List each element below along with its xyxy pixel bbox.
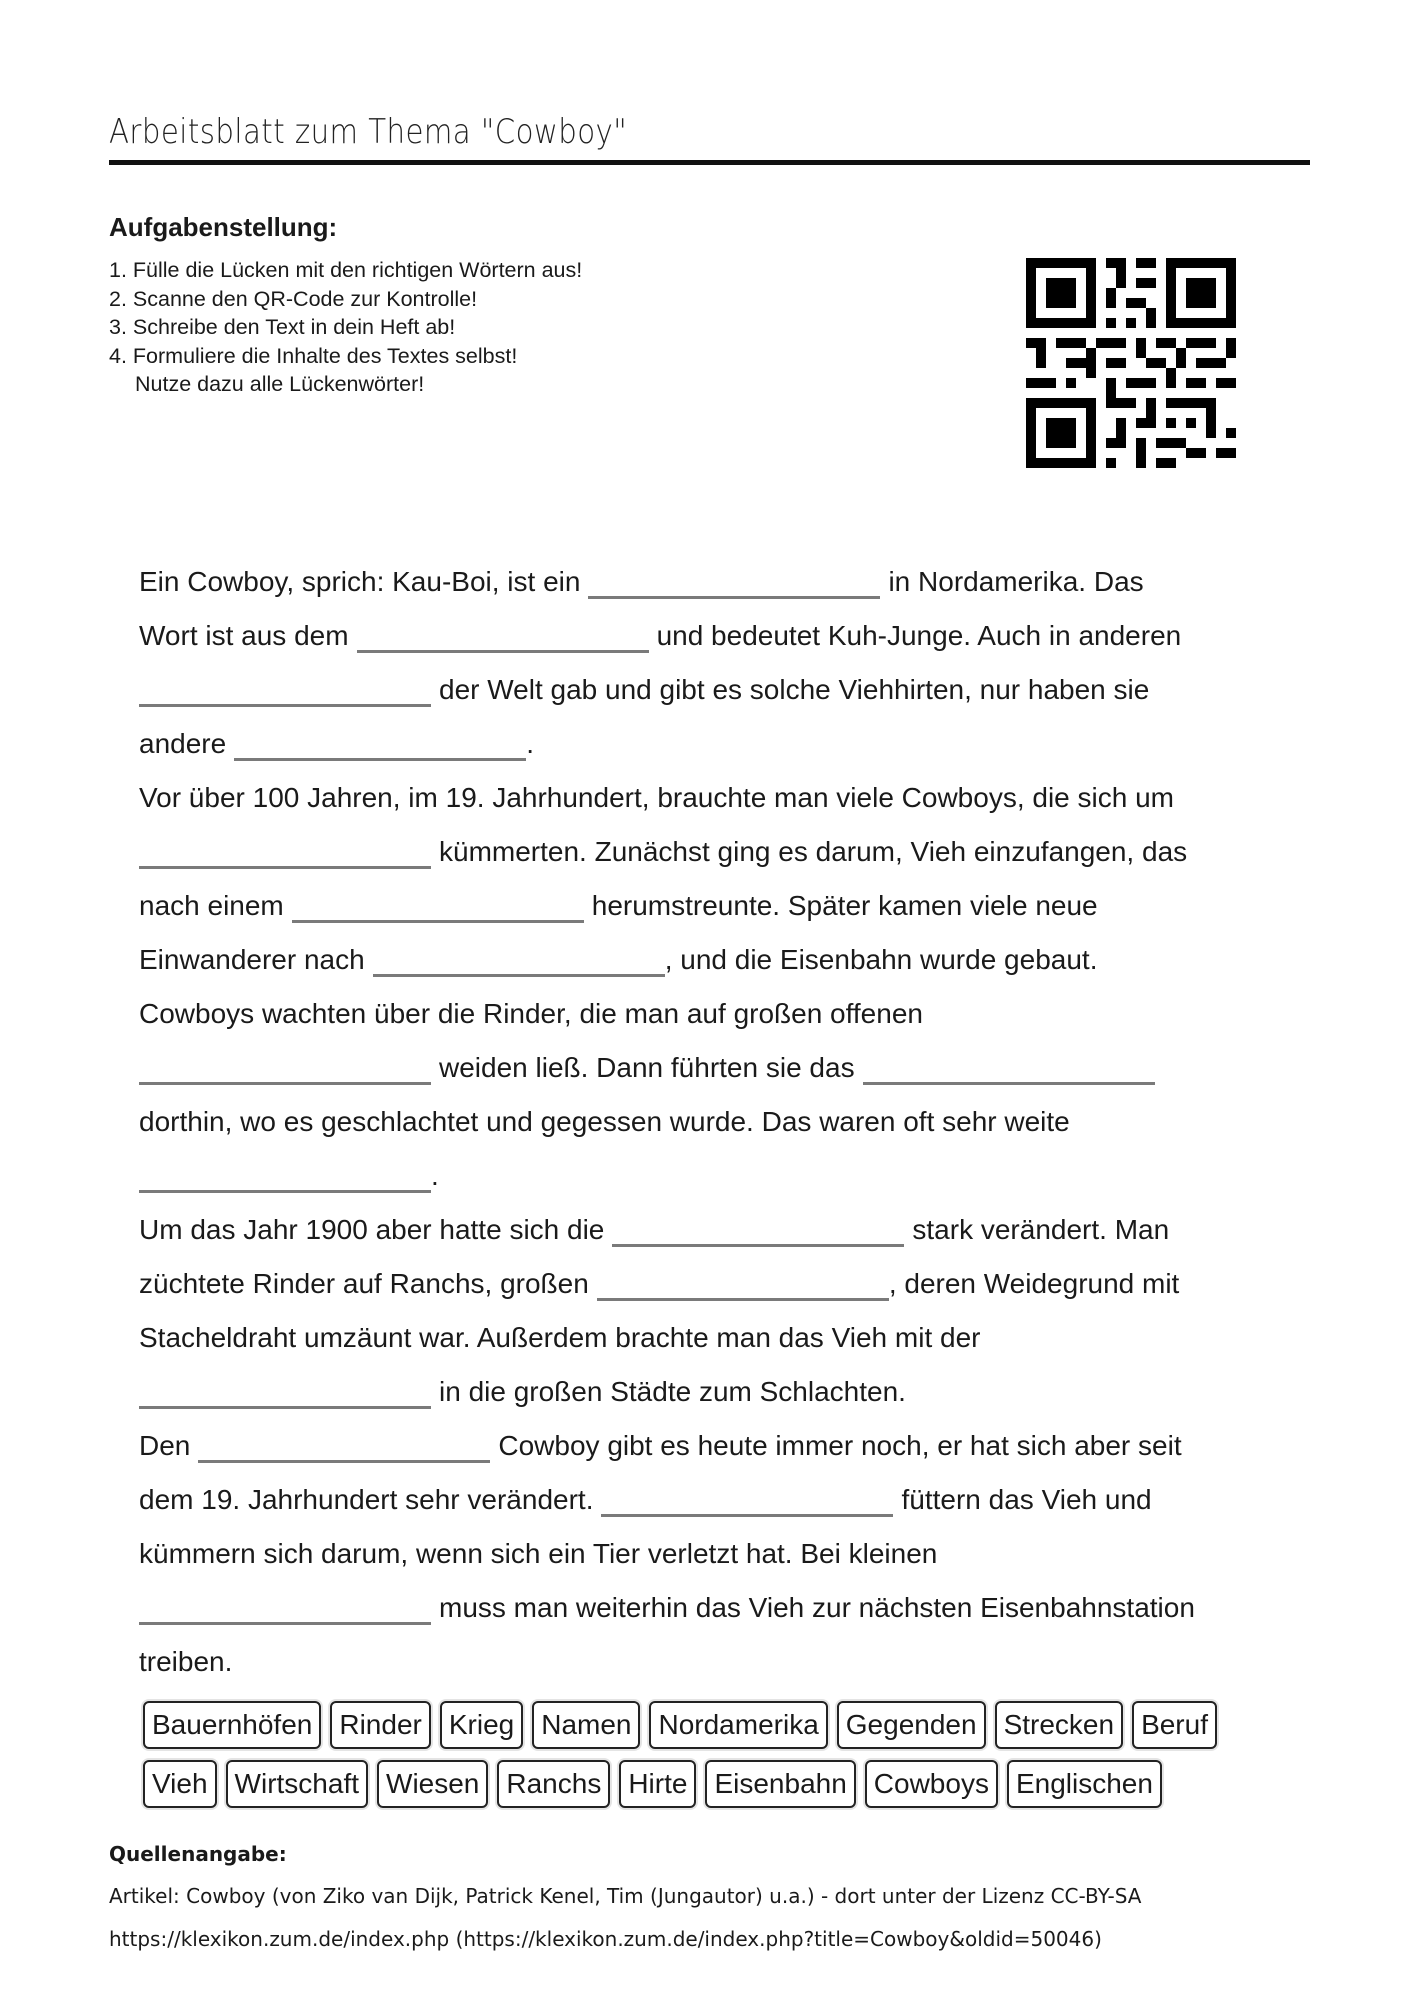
task-list <box>109 256 582 399</box>
blank-line[interactable] <box>234 728 526 761</box>
word-chip[interactable]: Vieh <box>143 1760 217 1808</box>
word-chip[interactable]: Strecken <box>995 1701 1124 1749</box>
blank-line[interactable] <box>357 620 649 653</box>
text-line: Den Cowboy gibt es heute immer noch, er hat sich aber seit <box>139 1430 1182 1461</box>
word-chip[interactable]: Englischen <box>1007 1760 1162 1808</box>
blank-line[interactable] <box>139 1052 431 1085</box>
page-title: Arbeitsblatt zum Thema "Cowboy" <box>109 112 628 152</box>
word-chip[interactable]: Krieg <box>440 1701 523 1749</box>
text-line: weiden ließ. Dann führten sie das <box>139 1041 1289 1095</box>
text-line: dem 19. Jahrhundert sehr verändert. füttern das Vieh und <box>139 1484 1152 1515</box>
blank-line[interactable] <box>198 1430 490 1463</box>
text-line: Cowboys wachten über die Rinder, die man auf großen offenen <box>139 998 923 1029</box>
text-line: züchtete Rinder auf Ranchs, großen , deren Weidegrund mit <box>139 1268 1180 1299</box>
word-chip[interactable]: Cowboys <box>865 1760 998 1808</box>
text-line: andere . <box>139 728 534 759</box>
text-line: in die großen Städte zum Schlachten. <box>139 1365 1289 1419</box>
word-chip[interactable]: Beruf <box>1132 1701 1217 1749</box>
blank-line[interactable] <box>139 674 431 707</box>
text-line: Wort ist aus dem und bedeutet Kuh-Junge. Auch in anderen <box>139 620 1182 651</box>
text-line: Ein Cowboy, sprich: Kau-Boi, ist ein in Nordamerika. Das <box>139 566 1144 597</box>
task-item: 1. Fülle die Lücken mit den richtigen Wörtern aus! <box>109 258 583 282</box>
title-underline <box>109 160 1310 165</box>
task-item: Nutze dazu alle Lückenwörter! <box>135 372 425 396</box>
cloze-text <box>139 555 1289 1689</box>
text-line: kümmerten. Zunächst ging es darum, Vieh einzufangen, das <box>139 825 1289 879</box>
text-line: Stacheldraht umzäunt war. Außerdem brachte man das Vieh mit der <box>139 1322 981 1353</box>
word-chip[interactable]: Rinder <box>330 1701 430 1749</box>
text-line: der Welt gab und gibt es solche Viehhirten, nur haben sie <box>139 663 1289 717</box>
text-line: nach einem herumstreunte. Später kamen viele neue <box>139 890 1098 921</box>
blank-line[interactable] <box>139 1592 431 1625</box>
blank-line[interactable] <box>612 1214 904 1247</box>
word-chip[interactable]: Hirte <box>619 1760 696 1808</box>
word-chip[interactable]: Gegenden <box>837 1701 986 1749</box>
task-item: 3. Schreibe den Text in dein Heft ab! <box>109 315 456 339</box>
blank-line[interactable] <box>139 1376 431 1409</box>
word-bank <box>143 1701 1303 1819</box>
blank-line[interactable] <box>139 1160 431 1193</box>
text-line: dorthin, wo es geschlachtet und gegessen wurde. Das waren oft sehr weite <box>139 1106 1070 1137</box>
blank-line[interactable] <box>292 890 584 923</box>
blank-line[interactable] <box>373 944 665 977</box>
text-line: treiben. <box>139 1646 233 1677</box>
text-line: muss man weiterhin das Vieh zur nächsten Eisenbahnstation <box>139 1581 1289 1635</box>
text-line: . <box>139 1149 1289 1203</box>
word-chip[interactable]: Namen <box>532 1701 640 1749</box>
blank-line[interactable] <box>597 1268 889 1301</box>
text-line: kümmern sich darum, wenn sich ein Tier verletzt hat. Bei kleinen <box>139 1538 938 1569</box>
qr-code <box>1026 258 1236 468</box>
task-item: 2. Scanne den QR-Code zur Kontrolle! <box>109 286 478 311</box>
text-line: Vor über 100 Jahren, im 19. Jahrhundert, brauchte man viele Cowboys, die sich um <box>139 782 1175 813</box>
source-citation: Artikel: Cowboy (von Ziko van Dijk, Patrick Kenel, Tim (Jungautor) u.a.) - dort unter der Lizenz CC-BY-SA <box>109 1884 1142 1908</box>
task-heading: Aufgabenstellung: <box>109 212 338 242</box>
task-item: 4. Formuliere die Inhalte des Textes selbst! <box>109 343 518 368</box>
word-chip[interactable]: Wirtschaft <box>226 1760 368 1808</box>
blank-line[interactable] <box>863 1052 1155 1085</box>
word-bank-row <box>143 1701 1303 1749</box>
word-chip[interactable]: Ranchs <box>497 1760 610 1808</box>
text-line: Einwanderer nach , und die Eisenbahn wurde gebaut. <box>139 944 1098 975</box>
word-chip[interactable]: Eisenbahn <box>705 1760 855 1808</box>
blank-line[interactable] <box>139 836 431 869</box>
text-line: Um das Jahr 1900 aber hatte sich die stark verändert. Man <box>139 1214 1170 1245</box>
source-heading: Quellenangabe: <box>109 1842 287 1866</box>
word-chip[interactable]: Wiesen <box>377 1760 488 1808</box>
word-chip[interactable]: Bauernhöfen <box>143 1701 321 1749</box>
blank-line[interactable] <box>588 566 880 599</box>
word-chip[interactable]: Nordamerika <box>649 1701 827 1749</box>
blank-line[interactable] <box>601 1484 893 1517</box>
source-link[interactable]: https://klexikon.zum.de/index.php (https://klexikon.zum.de/index.php?title=Cowboy&oldid=50046) <box>109 1927 1102 1951</box>
word-bank-row <box>143 1760 1303 1808</box>
